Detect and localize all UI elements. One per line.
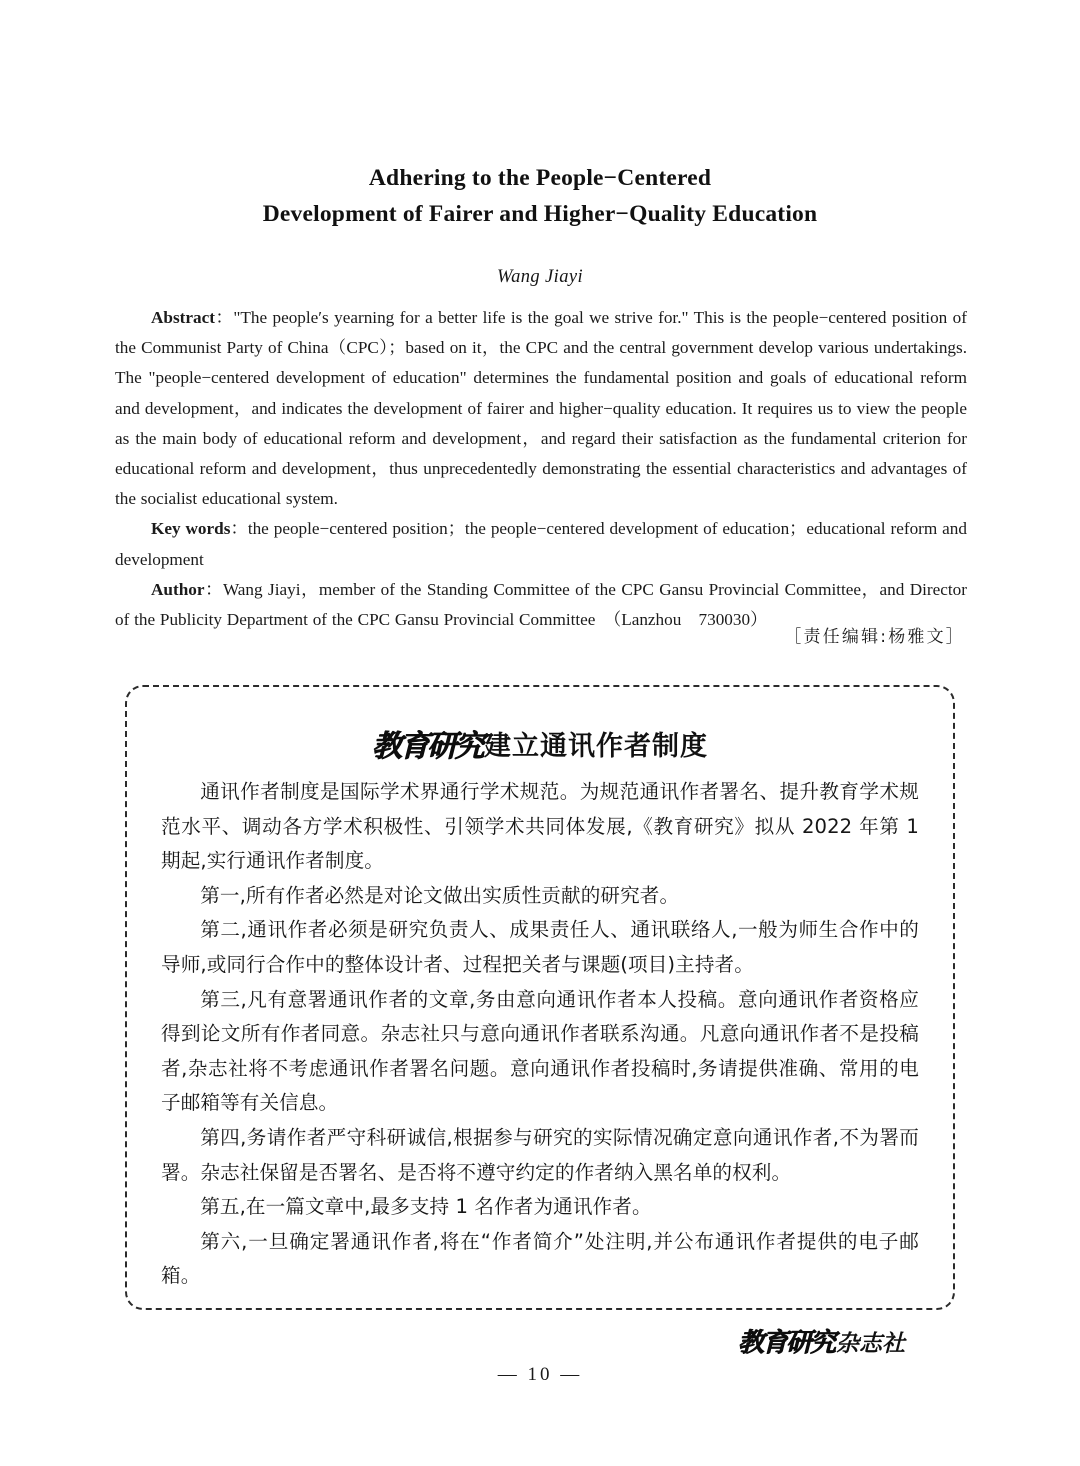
author-info-text: Wang Jiayi，member of the Standing Committee of the CPC Gansu Provincial Committee，and Director of the Publicity Department of the CPC Gansu Provincial Committee （Lanzhou 730030） <box>115 579 967 630</box>
article-header <box>115 160 965 288</box>
abstract-text: "The people′s yearning for a better life is the goal we strive for." This is the people−centered position of the Communist Party of China（CPC）；based on it，the CPC and the central government develop various undertakings. The "people−centered development of education" determines the fundamental position and goals of educational reform and development，and indicates the development of fairer and higher−quality education. It requires us to view the people as the main body of educational reform and development，and regard their satisfaction as the fundamental criterion for educational reform and development，thus unprecedentedly demonstrating the essential characteristics and advantages of the socialist educational system. <box>115 308 967 509</box>
abstract-paragraph <box>115 303 967 514</box>
abstract-separator: ： <box>214 308 234 327</box>
notice-paragraph: 第六,一旦确定署通讯作者,将在“作者简介”处注明,并公布通讯作者提供的电子邮箱。 <box>161 1229 919 1288</box>
page-title-line-2: Development of Fairer and Higher−Quality Education <box>262 201 818 228</box>
notice-paragraph: 第二,通讯作者必须是研究负责人、成果责任人、通讯联络人,一般为师生合作中的导师,或同行合作中的整体设计者、过程把关者与课题(项目)主持者。 <box>161 918 919 976</box>
notice-signature-text: 杂志社 <box>836 1329 905 1357</box>
notice-signature <box>161 1322 919 1359</box>
author-info-label: Author <box>151 579 205 599</box>
notice-paragraph: 第五,在一篇文章中,最多支持 1 名作者为通讯作者。 <box>200 1195 652 1219</box>
journal-logo-icon: 教育研究 <box>737 1327 834 1358</box>
abstract-block <box>115 303 967 635</box>
notice-paragraph: 第三,凡有意署通讯作者的文章,务由意向通讯作者本人投稿。意向通讯作者资格应得到论文所有作者同意。杂志社只与意向通讯作者联系沟通。凡意向通讯作者不是投稿者,杂志社将不考虑通讯作者署名问题。意向通讯作者投稿时,务请提供准确、常用的电子邮箱等有关信息。 <box>161 987 919 1115</box>
notice-paragraph: 第四,务请作者严守科研诚信,根据参与研究的实际情况确定意向通讯作者,不为署而署。杂志社保留是否署名、是否将不遵守约定的作者纳入黑名单的权利。 <box>161 1125 919 1184</box>
author-info-separator: ： <box>204 579 223 599</box>
notice-title <box>161 721 919 765</box>
notice-paragraph: 通讯作者制度是国际学术界通行学术规范。为规范通讯作者署名、提升教育学术规范水平、调动各方学术积极性、引领学术共同体发展,《教育研究》拟从 2022 年第 1 期起,实行通讯作者制度。 <box>161 780 919 873</box>
abstract-label: Abstract <box>151 308 215 327</box>
notice-title-text: 建立通讯作者制度 <box>484 731 708 762</box>
responsible-editor-note: ［责任编辑:杨雅文］ <box>784 627 965 647</box>
keywords-paragraph <box>115 514 967 574</box>
article-author: Wang Jiayi <box>496 266 584 287</box>
page-number: — 10 — <box>497 1364 583 1385</box>
keywords-separator: ： <box>230 519 248 539</box>
notice-paragraph: 第一,所有作者必然是对论文做出实质性贡献的研究者。 <box>200 883 680 907</box>
notice-box <box>125 685 955 1358</box>
page-title-line-1: Adhering to the People−Centered <box>368 165 712 191</box>
keywords-text: the people−centered position；the people−centered development of education；educational reform and development <box>115 519 967 569</box>
keywords-label: Key words <box>151 519 231 539</box>
journal-logo-icon: 教育研究 <box>372 729 482 764</box>
